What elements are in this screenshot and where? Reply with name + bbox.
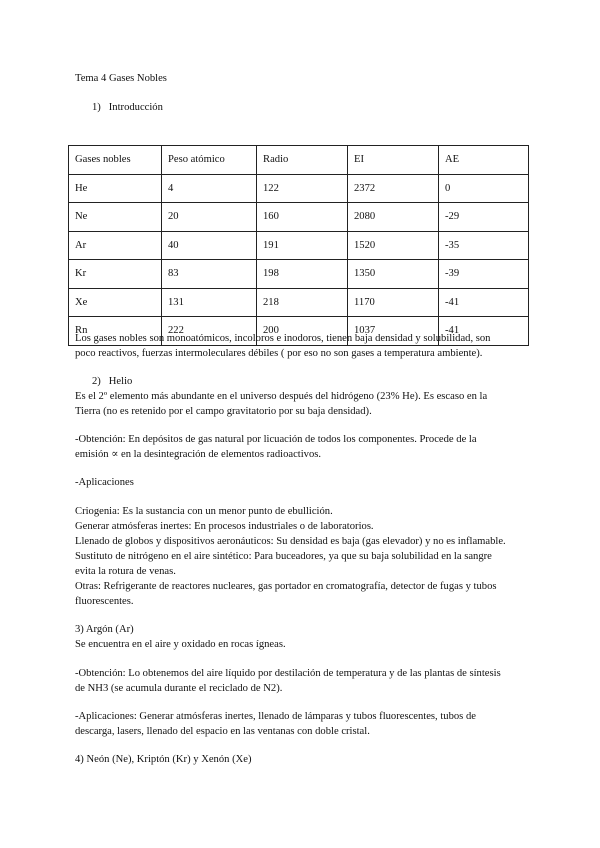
text-line: fluorescentes. <box>75 596 134 607</box>
gases-table <box>68 145 529 346</box>
table-cell: -41 <box>439 288 529 317</box>
text-line: de NH3 (se acumula durante el reciclado de N2). <box>75 683 283 694</box>
text-line: Llenado de globos y dispositivos aeronáuticos: Su densidad es baja (gas elevador) y no es inflamable. <box>75 536 506 547</box>
table-cell: Peso atómico <box>162 146 257 175</box>
table-cell: Xe <box>69 288 162 317</box>
table-cell: 1350 <box>348 260 439 289</box>
helio-aplicaciones-list <box>75 504 535 609</box>
argon-paragraph: Se encuentra en el aire y oxidado en rocas ígneas. <box>75 639 286 650</box>
table-cell: 40 <box>162 231 257 260</box>
section-heading-argon: 3) Argón (Ar) <box>75 624 134 635</box>
text-line: descarga, lasers, llenado del espacio en las ventanas con doble cristal. <box>75 726 370 737</box>
table-cell: 160 <box>257 203 348 232</box>
table-cell: 200 <box>257 317 348 346</box>
section-heading-neon-kripton-xenon: 4) Neón (Ne), Kriptón (Kr) y Xenón (Xe) <box>75 754 252 765</box>
table-row <box>69 288 529 317</box>
text-line: -Obtención: Lo obtenemos del aire líquido por destilación de temperatura y de las plantas de síntesis <box>75 668 501 679</box>
table-cell: 131 <box>162 288 257 317</box>
table-cell: Rn <box>69 317 162 346</box>
text-line: Tierra (no es retenido por el campo gravitatorio por su baja densidad). <box>75 406 372 417</box>
table-cell: 122 <box>257 174 348 203</box>
intro-paragraph <box>75 331 535 361</box>
table-cell: 191 <box>257 231 348 260</box>
table-cell: He <box>69 174 162 203</box>
text-line: -Aplicaciones: Generar atmósferas inertes, llenado de lámparas y tubos fluorescentes, tubos de <box>75 711 476 722</box>
table-cell: Ne <box>69 203 162 232</box>
table-header-row <box>69 146 529 175</box>
table-cell: -41 <box>439 317 529 346</box>
table-cell: Ar <box>69 231 162 260</box>
table-cell: 218 <box>257 288 348 317</box>
table-cell: EI <box>348 146 439 175</box>
text-line: Otras: Refrigerante de reactores nucleares, gas portador en cromatografía, detector de fugas y tubos <box>75 581 497 592</box>
text-line: emisión ∝ en la desintegración de elementos radioactivos. <box>75 449 322 460</box>
table-cell: -39 <box>439 260 529 289</box>
table-cell: AE <box>439 146 529 175</box>
table-row <box>69 231 529 260</box>
text-line: poco reactivos, fuerzas intermoleculares débiles ( por eso no son gases a temperatura ambiente). <box>75 348 483 359</box>
table-cell: 20 <box>162 203 257 232</box>
argon-aplicaciones <box>75 709 535 739</box>
section-heading-helio: 2) Helio <box>92 376 133 387</box>
text-line: -Obtención: En depósitos de gas natural por licuación de todos los componentes. Procede de la <box>75 434 477 445</box>
section-heading-introduccion: 1) Introducción <box>92 102 163 113</box>
helio-paragraph <box>75 389 535 419</box>
helio-aplicaciones-title: -Aplicaciones <box>75 477 134 488</box>
table-cell: -35 <box>439 231 529 260</box>
table-cell: 198 <box>257 260 348 289</box>
text-line: Sustituto de nitrógeno en el aire sintético: Para buceadores, ya que su baja solubilidad en la sangre <box>75 551 492 562</box>
text-line: evita la rotura de venas. <box>75 566 176 577</box>
table-cell: 1037 <box>348 317 439 346</box>
document-title: Tema 4 Gases Nobles <box>75 73 167 84</box>
table-cell: 83 <box>162 260 257 289</box>
table-cell: 222 <box>162 317 257 346</box>
table-cell: 4 <box>162 174 257 203</box>
argon-obtencion <box>75 666 535 696</box>
text-line: Generar atmósferas inertes: En procesos industriales o de laboratorios. <box>75 521 374 532</box>
table-cell: 1170 <box>348 288 439 317</box>
table-row <box>69 203 529 232</box>
table-cell: Radio <box>257 146 348 175</box>
table-cell: -29 <box>439 203 529 232</box>
text-line: Criogenia: Es la sustancia con un menor punto de ebullición. <box>75 506 333 517</box>
table-cell: 2372 <box>348 174 439 203</box>
text-line: Los gases nobles son monoatómicos, incoloros e inodoros, tienen baja densidad y solubilidad, son <box>75 333 491 344</box>
table-cell: 0 <box>439 174 529 203</box>
helio-obtencion <box>75 432 535 462</box>
text-line: Es el 2º elemento más abundante en el universo después del hidrógeno (23% He). Es escaso en la <box>75 391 488 402</box>
table-cell: 1520 <box>348 231 439 260</box>
table-cell: Gases nobles <box>69 146 162 175</box>
table-cell: 2080 <box>348 203 439 232</box>
table-row <box>69 174 529 203</box>
table-cell: Kr <box>69 260 162 289</box>
table-row <box>69 260 529 289</box>
